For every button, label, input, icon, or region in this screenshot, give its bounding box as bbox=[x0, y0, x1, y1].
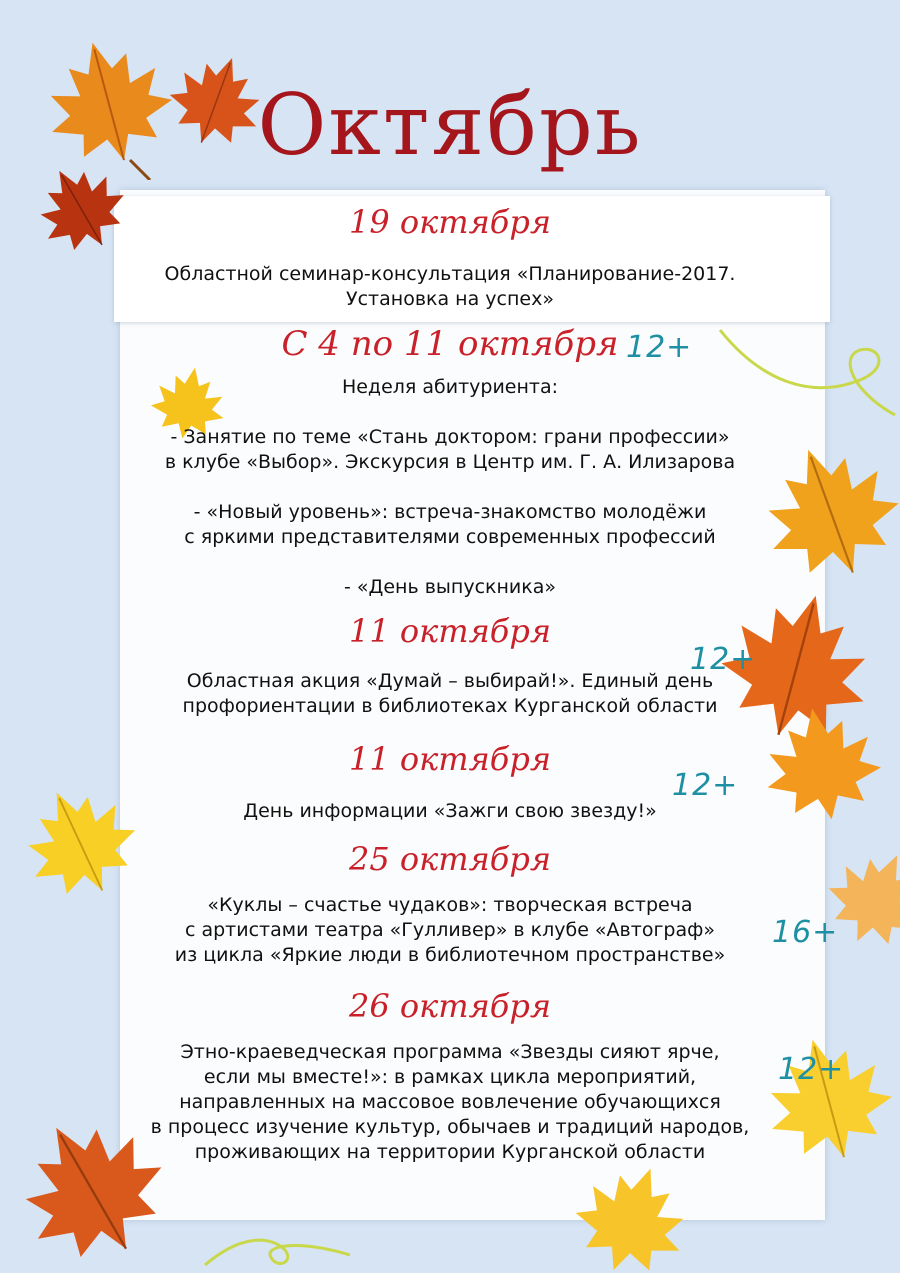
age-rating-badge: 12+ bbox=[690, 642, 757, 677]
page-title: Октябрь bbox=[257, 76, 643, 174]
age-rating-badge: 16+ bbox=[772, 915, 839, 950]
event-description: Неделя абитуриента: - Занятие по теме «Стань доктором: грани профессии» в клубе «Выбор». Экскурсия в Центр им. Г. А. Илизарова - «Новый уровень»: встреча-знакомство молодёжи с яркими представителями современных профессий - «День выпускника» bbox=[164, 376, 736, 598]
age-rating-badge: 12+ bbox=[672, 768, 739, 803]
vine-decoration-bottom bbox=[200, 1225, 360, 1273]
event-date: 11 октября bbox=[349, 740, 551, 778]
event-date: 25 октября bbox=[349, 840, 551, 878]
event-date: 19 октября bbox=[349, 203, 551, 241]
event-date: 26 октября bbox=[349, 987, 551, 1025]
age-rating-badge: 12+ bbox=[778, 1052, 845, 1087]
maple-leaf-icon bbox=[560, 1160, 700, 1273]
event-date: 11 октября bbox=[349, 612, 551, 650]
event-description: «Куклы – счастье чудаков»: творческая встреча с артистами театра «Гулливер» в клубе «Автограф» из цикла «Яркие люди в библиотечном пространстве» bbox=[174, 894, 726, 966]
event-description: Этно-краеведческая программа «Звезды сияют ярче, если мы вместе!»: в рамках цикла мероприятий, направленных на массовое вовлечение обучающихся в процесс изучение культур, обычаев и традиций народов, проживающих на территории Курганской области bbox=[150, 1041, 750, 1163]
event-description: Областной семинар-консультация «Планирование-2017. Установка на успех» bbox=[164, 263, 736, 310]
age-rating-badge: 12+ bbox=[626, 330, 693, 365]
event-description: День информации «Зажги свою звезду!» bbox=[243, 800, 657, 822]
event-description: Областная акция «Думай – выбирай!». Единый день профориентации в библиотеках Курганской области bbox=[182, 670, 718, 717]
event-date: С 4 по 11 октября bbox=[281, 324, 619, 364]
